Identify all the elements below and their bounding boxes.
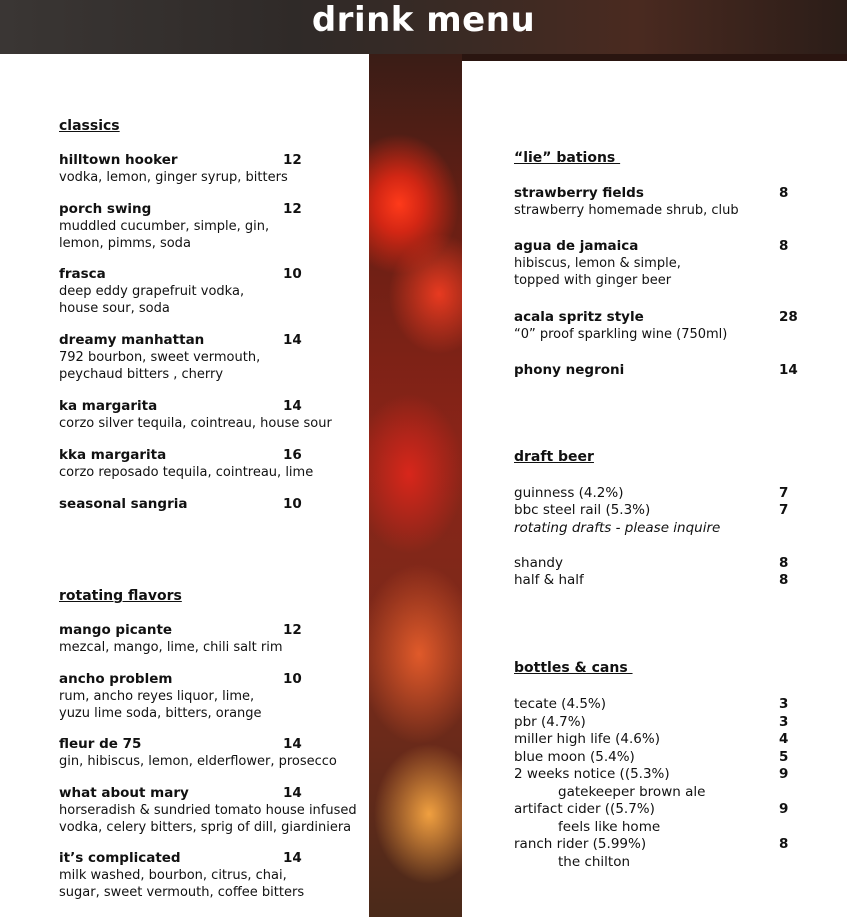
- item-price: 14: [779, 362, 798, 378]
- item-desc: 792 bourbon, sweet vermouth,: [59, 350, 261, 365]
- menu-item: [59, 332, 260, 383]
- item-price: 10: [283, 266, 302, 282]
- menu-item: [514, 185, 739, 219]
- item-price: 14: [283, 398, 302, 414]
- item-desc: peychaud bitters , cherry: [59, 367, 224, 382]
- bottle-price: 5: [779, 748, 789, 765]
- item-desc: mezcal, mango, lime, chili salt rim: [59, 640, 283, 655]
- bottle-price: 4: [779, 731, 789, 747]
- item-name: strawberry fields: [514, 185, 644, 201]
- item-name: ka margarita: [59, 398, 158, 414]
- decorative-photo-strip: [369, 54, 462, 917]
- item-desc: house sour, soda: [59, 301, 170, 316]
- beer-line: half & half: [514, 572, 584, 588]
- bottle-price: 9: [779, 801, 789, 817]
- item-name: kka margarita: [59, 447, 167, 463]
- section-title-draft-beer: draft beer: [514, 449, 594, 465]
- bottle-price: 9: [779, 766, 789, 782]
- bottle-subline: gatekeeper brown ale: [558, 783, 706, 800]
- bottle-price: 3: [779, 713, 789, 730]
- item-desc: gin, hibiscus, lemon, elderflower, prosecco: [59, 754, 337, 769]
- item-price: 8: [779, 238, 789, 254]
- item-name: dreamy manhattan: [59, 332, 205, 348]
- menu-item: [59, 622, 283, 656]
- menu-item: [514, 362, 624, 379]
- item-price: 16: [283, 447, 302, 463]
- beer-price: 8: [779, 555, 789, 571]
- menu-item: [514, 309, 727, 343]
- item-name: ancho problem: [59, 671, 173, 687]
- item-name: acala spritz style: [514, 309, 644, 325]
- section-title-libations: “lie” bations: [514, 150, 621, 166]
- item-desc: “0” proof sparkling wine (750ml): [514, 327, 728, 342]
- bottle-line: miller high life (4.6%): [514, 731, 660, 747]
- item-name: phony negroni: [514, 362, 625, 378]
- item-name: hilltown hooker: [59, 152, 178, 168]
- item-name: what about mary: [59, 785, 189, 801]
- item-desc: milk washed, bourbon, citrus, chai,: [59, 868, 287, 883]
- page-title: drink menu: [311, 0, 536, 40]
- item-name: seasonal sangria: [59, 496, 188, 512]
- item-price: 10: [283, 496, 302, 512]
- item-desc: corzo reposado tequila, cointreau, lime: [59, 465, 314, 480]
- bottle-line: pbr (4.7%): [514, 713, 586, 730]
- item-name: it’s complicated: [59, 850, 181, 866]
- menu-item: [59, 447, 313, 481]
- beer-line: guinness (4.2%): [514, 485, 624, 501]
- section-title-bottles-cans: bottles & cans: [514, 660, 633, 676]
- bottle-subline: feels like home: [558, 818, 661, 835]
- item-desc: muddled cucumber, simple, gin,: [59, 219, 270, 234]
- section-title-rotating-flavors: rotating flavors: [59, 588, 182, 604]
- menu-item: [59, 850, 304, 901]
- item-price: 12: [283, 152, 302, 168]
- item-desc: yuzu lime soda, bitters, orange: [59, 706, 262, 721]
- item-desc: vodka, lemon, ginger syrup, bitters: [59, 170, 288, 185]
- beer-price: 7: [779, 502, 789, 518]
- item-price: 14: [283, 332, 302, 348]
- item-desc: deep eddy grapefruit vodka,: [59, 284, 245, 299]
- bottle-line: tecate (4.5%): [514, 696, 607, 712]
- item-desc: corzo silver tequila, cointreau, house sour: [59, 416, 332, 431]
- item-price: 14: [283, 785, 302, 801]
- menu-item: [59, 152, 288, 186]
- item-name: agua de jamaica: [514, 238, 639, 254]
- item-price: 12: [283, 622, 302, 638]
- bottle-price: 8: [779, 836, 789, 852]
- item-desc: rum, ancho reyes liquor, lime,: [59, 689, 255, 704]
- item-price: 12: [283, 201, 302, 217]
- bottle-subline: the chilton: [558, 853, 631, 870]
- bottle-line: blue moon (5.4%): [514, 748, 635, 765]
- item-name: frasca: [59, 266, 106, 282]
- item-name: porch swing: [59, 201, 152, 217]
- beer-note: rotating drafts - please inquire: [514, 520, 721, 536]
- item-desc: hibiscus, lemon & simple,: [514, 256, 681, 271]
- bottle-line: ranch rider (5.99%): [514, 836, 647, 852]
- item-desc: vodka, celery bitters, sprig of dill, giardiniera: [59, 820, 352, 835]
- beer-line: shandy: [514, 555, 563, 571]
- item-price: 28: [779, 309, 798, 325]
- item-desc: strawberry homemade shrub, club: [514, 203, 739, 218]
- menu-item: [59, 496, 187, 513]
- bottle-line: artifact cider ((5.7%): [514, 801, 655, 817]
- item-desc: topped with ginger beer: [514, 273, 672, 288]
- item-desc: sugar, sweet vermouth, coffee bitters: [59, 885, 305, 900]
- item-desc: horseradish & sundried tomato house infused: [59, 803, 357, 818]
- beer-price: 7: [779, 485, 789, 501]
- item-price: 14: [283, 850, 302, 866]
- bottle-line: 2 weeks notice ((5.3%): [514, 766, 670, 782]
- menu-item: [59, 785, 357, 836]
- menu-item: [59, 671, 262, 722]
- item-desc: lemon, pimms, soda: [59, 236, 191, 251]
- menu-item: [514, 238, 681, 289]
- item-name: fleur de 75: [59, 736, 142, 752]
- item-price: 8: [779, 185, 789, 201]
- beer-line: bbc steel rail (5.3%): [514, 502, 651, 518]
- bottle-price: 3: [779, 696, 789, 712]
- beer-price: 8: [779, 572, 789, 588]
- item-price: 14: [283, 736, 302, 752]
- section-title-classics: classics: [59, 118, 120, 134]
- menu-item: [59, 266, 244, 317]
- item-name: mango picante: [59, 622, 173, 638]
- item-price: 10: [283, 671, 302, 687]
- menu-item: [59, 201, 269, 252]
